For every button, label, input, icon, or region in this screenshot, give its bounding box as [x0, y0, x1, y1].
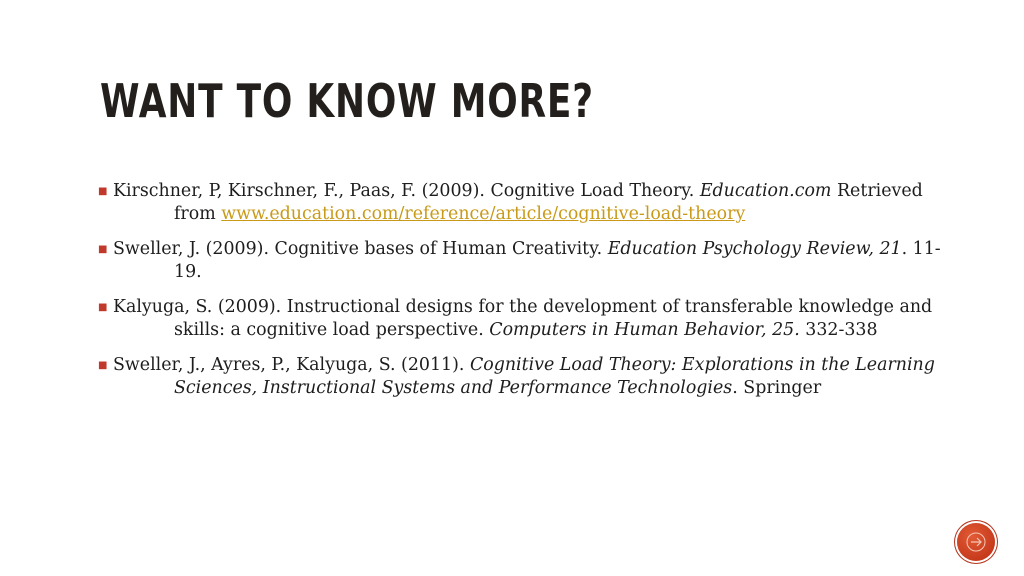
reference-text: Kalyuga, S. (2009). Instructional designs for the development of transferable knowledge and skills: a cognitive load perspective.	[113, 297, 933, 340]
reference-text: . Springer	[732, 378, 822, 398]
reference-item	[98, 296, 958, 342]
slide-nav-icon	[965, 531, 987, 553]
reference-text: 332-338	[799, 320, 878, 340]
reference-item	[98, 354, 958, 400]
reference-list	[98, 180, 958, 412]
reference-source: Cognitive Load Theory: Explorations in the Learning Sciences, Instructional Systems and Performance Technologies	[174, 355, 935, 398]
reference-item	[98, 238, 958, 284]
reference-link[interactable]: www.education.com/reference/article/cognitive-load-theory	[221, 204, 746, 224]
square-bullet-icon: ■	[98, 244, 108, 255]
square-bullet-icon: ■	[98, 360, 108, 371]
square-bullet-icon: ■	[98, 186, 108, 197]
reference-source: Computers in Human Behavior, 25.	[489, 320, 800, 340]
slide-title: WANT TO KNOW MORE?	[100, 74, 594, 128]
square-bullet-icon: ■	[98, 302, 108, 313]
reference-source: Education Psychology Review, 21	[607, 239, 902, 259]
reference-source: Education.com	[699, 181, 832, 201]
reference-text: . 11-19.	[174, 239, 941, 282]
slide-nav-button[interactable]	[957, 523, 995, 561]
reference-text: Sweller, J. (2009). Cognitive bases of Human Creativity.	[113, 239, 608, 259]
reference-text: Kirschner, P, Kirschner, F., Paas, F. (2009). Cognitive Load Theory.	[113, 181, 700, 201]
reference-text: Retrieved from	[174, 181, 923, 224]
reference-text: Sweller, J., Ayres, P., Kalyuga, S. (2011).	[113, 355, 470, 375]
reference-item	[98, 180, 958, 226]
